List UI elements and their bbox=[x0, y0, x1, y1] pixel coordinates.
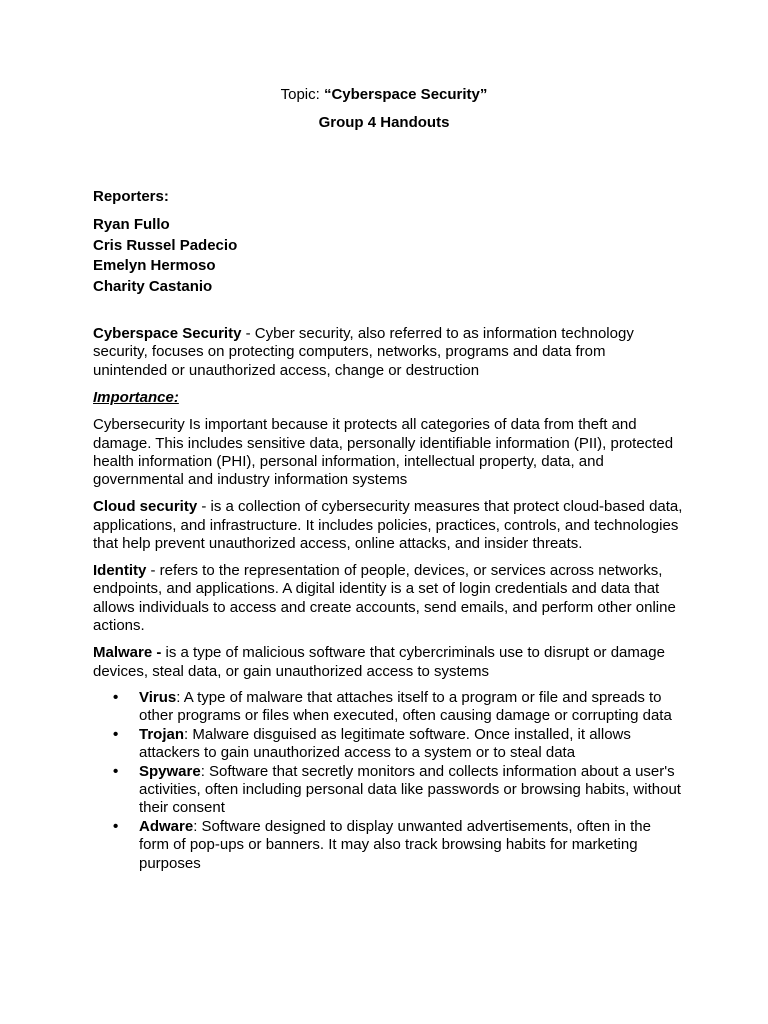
reporter-list bbox=[93, 215, 237, 297]
malware-type-term: Spyware bbox=[139, 762, 201, 780]
reporter-name: Charity Castanio bbox=[93, 277, 213, 295]
reporter-name: Cris Russel Padecio bbox=[93, 236, 238, 254]
malware-type-term: Trojan bbox=[139, 725, 185, 743]
reporters-heading: Reporters: bbox=[93, 188, 169, 205]
list-item bbox=[93, 726, 683, 763]
cyberspace-security-paragraph bbox=[93, 325, 683, 380]
cloud-security-paragraph bbox=[93, 498, 683, 553]
topic-line bbox=[0, 86, 768, 104]
importance-paragraph: Cybersecurity Is important because it protects all categories of data from theft and damage. This includes sensitive data, personally identifiable information (PII), protected health information (PHI), personal information, intellectual property, data, and governmental and industry information systems bbox=[93, 416, 674, 489]
identity-term: Identity bbox=[93, 561, 147, 579]
bullet-icon: • bbox=[113, 817, 119, 835]
identity-paragraph bbox=[93, 562, 683, 636]
cyberspace-security-term: Cyberspace Security bbox=[93, 325, 242, 342]
handout-subtitle: Group 4 Handouts bbox=[318, 114, 450, 131]
bullet-icon: • bbox=[113, 762, 119, 780]
bullet-icon: • bbox=[113, 725, 119, 743]
cloud-security-term: Cloud security bbox=[93, 498, 198, 516]
malware-definition: is a type of malicious software that cybercriminals use to disrupt or damage devices, steal data, or gain unauthorized access to systems bbox=[93, 644, 665, 680]
cloud-security-definition: - is a collection of cybersecurity measures that protect cloud-based data, applications, and infrastructure. It includes policies, practices, controls, and technologies that help prevent unauthorized access, online attacks, and insider threats. bbox=[93, 498, 683, 553]
malware-type-description: : Software designed to display unwanted advertisements, often in the form of pop-ups or banners. It may also track browsing habits for marketing purposes bbox=[139, 817, 651, 872]
importance-heading: Importance: bbox=[93, 388, 179, 406]
malware-type-term: Virus bbox=[139, 688, 177, 706]
topic-label: Topic: bbox=[280, 86, 320, 103]
topic-title: “Cyberspace Security” bbox=[323, 86, 488, 103]
malware-type-description: : A type of malware that attaches itself to a program or file and spreads to other programs or files when executed, often causing damage or corrupting data bbox=[139, 688, 672, 725]
malware-type-description: : Software that secretly monitors and collects information about a user's activities, often including personal data like passwords or browsing habits, without their consent bbox=[139, 762, 681, 817]
bullet-icon: • bbox=[113, 688, 119, 706]
document-body bbox=[93, 325, 683, 873]
reporter-name: Emelyn Hermoso bbox=[93, 257, 216, 275]
list-item bbox=[93, 689, 683, 726]
reporter-name: Ryan Fullo bbox=[93, 216, 170, 233]
malware-type-description: : Malware disguised as legitimate software. Once installed, it allows attackers to gain unauthorized access to a system or to steal data bbox=[139, 725, 631, 762]
malware-types-list bbox=[93, 689, 683, 873]
malware-type-term: Adware bbox=[139, 817, 194, 835]
malware-paragraph bbox=[93, 644, 683, 681]
list-item bbox=[93, 763, 683, 818]
list-item bbox=[93, 818, 683, 873]
malware-term: Malware - bbox=[93, 644, 162, 662]
cyberspace-security-definition: - Cyber security, also referred to as information technology security, focuses on protecting computers, networks, programs and data from unintended or unauthorized access, change or destruction bbox=[93, 325, 634, 379]
identity-definition: - refers to the representation of people, devices, or services across networks, endpoints, and applications. A digital identity is a set of login credentials and data that allows individuals to access and create accounts, send emails, and perform other online actions. bbox=[93, 561, 676, 635]
